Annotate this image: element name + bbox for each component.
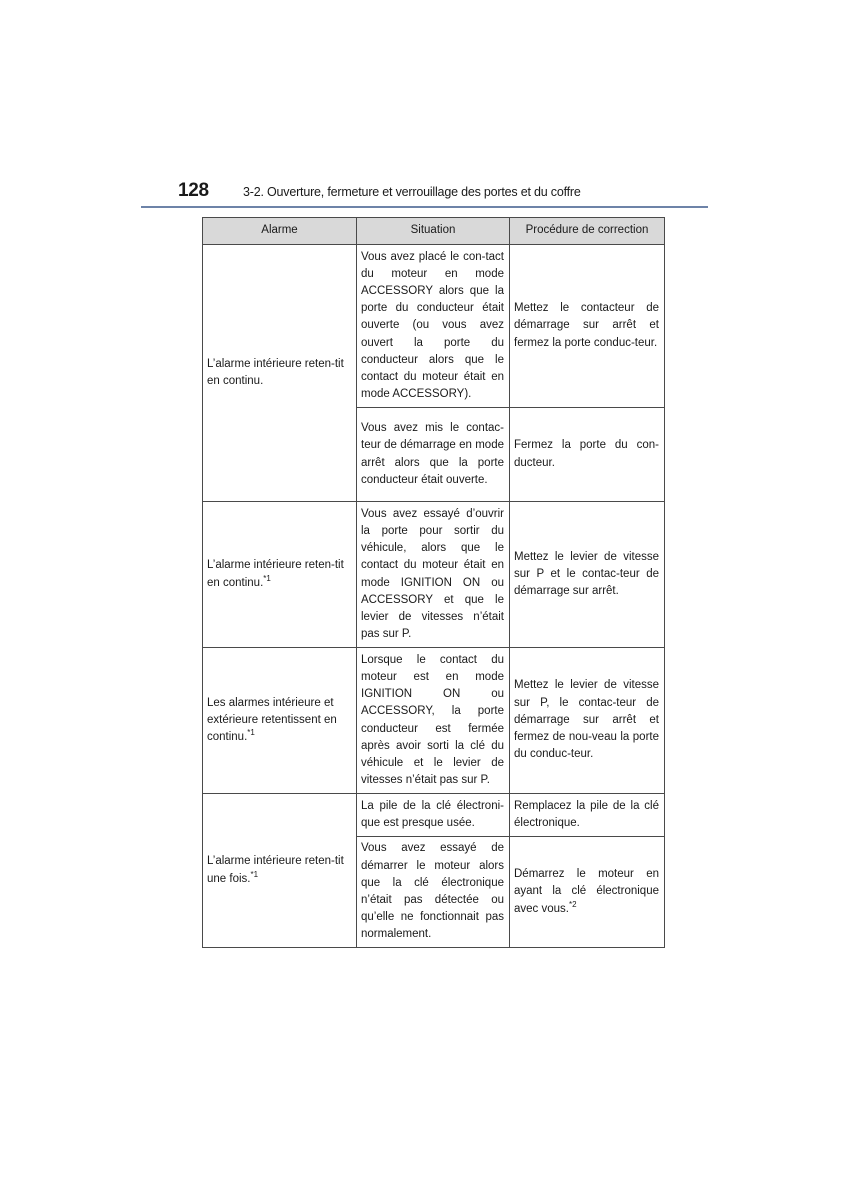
alarm-cell (203, 794, 357, 948)
situation-cell: La pile de la clé électroni-que est presque usée. (357, 794, 510, 837)
alarm-text: Les alarmes intérieure et extérieure retentissent en continu. (207, 696, 337, 744)
correction-cell: Mettez le levier de vitesse sur P et le contac-teur de démarrage sur arrêt. (510, 502, 665, 648)
correction-cell: Remplacez la pile de la clé électronique. (510, 794, 665, 837)
situation-cell: Lorsque le contact du moteur est en mode IGNITION ON ou ACCESSORY, la porte conducteur est fermée après avoir sorti la clé du véhicule et le levier de vitesses n’était pas sur P. (357, 648, 510, 794)
situation-cell: Vous avez essayé d’ouvrir la porte pour sortir du véhicule, alors que le contact du moteur était en mode IGNITION ON ou ACCESSORY et que le levier de vitesses n’était pas sur P. (357, 502, 510, 648)
table-header-row (203, 218, 665, 245)
footnote-marker: *2 (568, 899, 577, 909)
page-number: 128 (178, 180, 209, 201)
column-header-situation: Situation (357, 218, 510, 245)
section-title: 3-2. Ouverture, fermeture et verrouillage des portes et du coffre (243, 185, 581, 199)
table-row (203, 794, 665, 837)
column-header-procedure: Procédure de correction (510, 218, 665, 245)
alarm-text: L’alarme intérieure reten-tit en continu. (207, 357, 344, 387)
footnote-marker: *1 (247, 728, 255, 738)
footnote-marker: *1 (263, 573, 271, 583)
correction-cell: Mettez le contacteur de démarrage sur arrêt et fermez la porte conduc-teur. (510, 245, 665, 408)
alarm-text: L’alarme intérieure reten-tit en continu. (207, 559, 344, 589)
situation-cell: Vous avez mis le contac-teur de démarrage en mode arrêt alors que la porte conducteur était ouverte. (357, 408, 510, 502)
situation-cell: Vous avez placé le con-tact du moteur en mode ACCESSORY alors que la porte du conducteur était ouverte (ou vous avez ouvert la porte du conducteur alors que le contact du moteur était en mode ACCESSORY). (357, 245, 510, 408)
alarm-table (202, 217, 665, 948)
table-row (203, 648, 665, 794)
situation-cell: Vous avez essayé de démarrer le moteur alors que la clé électronique n’était pas détectée ou qu’elle ne fonctionnait pas normalement. (357, 837, 510, 948)
correction-cell: Mettez le levier de vitesse sur P, le contac-teur de démarrage sur arrêt et fermez de nou-veau la porte du conduc-teur. (510, 648, 665, 794)
correction-cell: Fermez la porte du con-ducteur. (510, 408, 665, 502)
alarm-cell (203, 245, 357, 502)
alarm-text: L’alarme intérieure reten-tit une fois. (207, 855, 344, 885)
correction-cell (510, 837, 665, 948)
header-rule (141, 206, 708, 208)
alarm-cell (203, 648, 357, 794)
table-row (203, 502, 665, 648)
column-header-alarme: Alarme (203, 218, 357, 245)
correction-text: Démarrez le moteur en ayant la clé électronique avec vous. (514, 868, 659, 915)
alarm-cell (203, 502, 357, 648)
table-row (203, 245, 665, 408)
footnote-marker: *1 (250, 869, 259, 879)
